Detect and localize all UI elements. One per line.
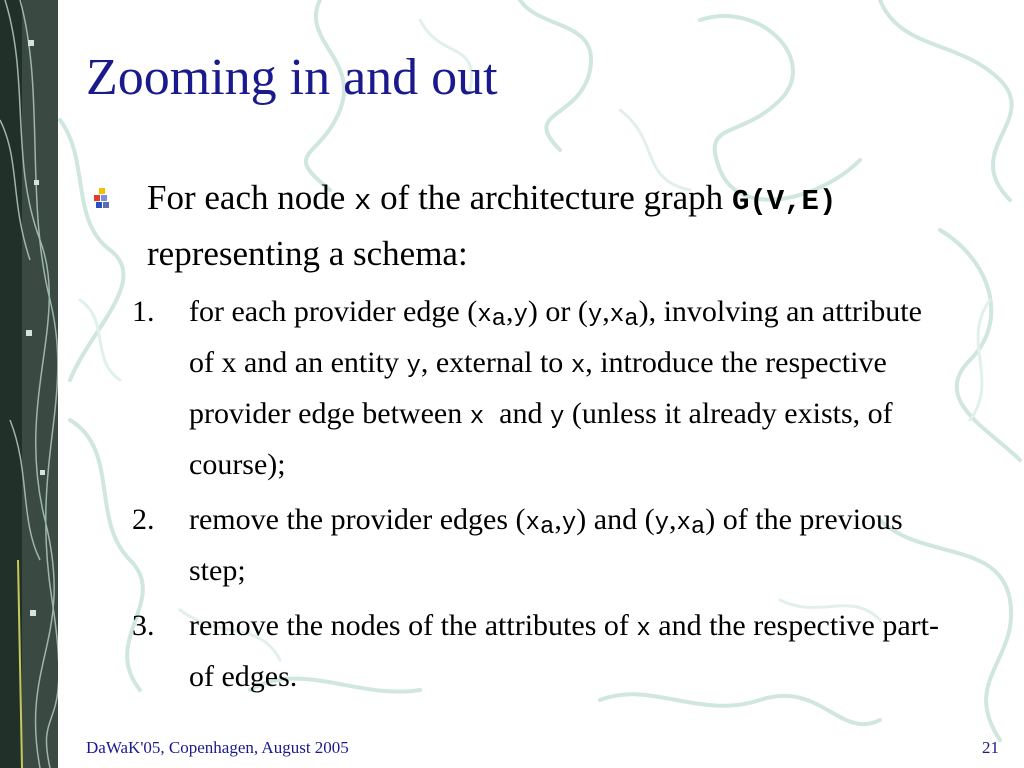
var-x: x: [525, 510, 540, 537]
step-text: (unless it already exists, of course);: [189, 397, 893, 481]
step-text: ,: [506, 295, 514, 328]
footer-event: DaWaK'05, Copenhagen, August 2005: [86, 738, 349, 757]
step-text: ,: [668, 503, 677, 536]
var-x: x: [609, 302, 625, 329]
var-y: y: [406, 353, 421, 380]
graph-notation: G(V,E): [731, 185, 837, 218]
subscript-a: a: [539, 514, 555, 541]
main-bullet-text: [147, 172, 967, 280]
var-x: x: [477, 302, 492, 329]
step-text: for each provider edge (: [189, 295, 478, 328]
step-text: ) or (: [527, 295, 588, 328]
step-text: ), involving an attribute of x and an entity: [189, 295, 922, 379]
slide-title: Zooming in and out: [86, 49, 498, 106]
var-x: x: [636, 616, 651, 643]
step-text: ) and (: [576, 503, 655, 536]
step-text: , external to: [420, 346, 571, 379]
subscript-a: a: [491, 306, 506, 333]
bullet-text-3: representing a schema:: [147, 234, 468, 273]
step-number: 3.: [132, 609, 155, 642]
step-number: 2.: [132, 503, 155, 536]
bullet-block-icon: [92, 187, 114, 209]
var-y: y: [587, 302, 603, 329]
subscript-a: a: [690, 514, 706, 541]
step-text: ,: [602, 295, 610, 328]
var-y: y: [549, 404, 565, 431]
var-y: y: [561, 510, 577, 537]
var-x: x: [570, 353, 586, 380]
list-item: [132, 496, 947, 594]
step-text: remove the nodes of the attributes of: [189, 609, 637, 642]
step-text: ) of the previous step;: [189, 503, 903, 587]
list-item: [132, 602, 947, 700]
var-x: x: [469, 404, 485, 431]
var-x: x: [676, 510, 691, 537]
subscript-a: a: [624, 306, 639, 333]
step-text: and: [484, 397, 550, 430]
var-y: y: [513, 302, 528, 329]
steps-list: [132, 288, 947, 708]
var-y: y: [654, 510, 669, 537]
page-number: 21: [982, 738, 999, 757]
node-x-var: x: [354, 185, 372, 218]
step-number: 1.: [132, 295, 155, 328]
bullet-text-1: For each node: [147, 178, 355, 217]
bullet-text-2: of the architecture graph: [371, 178, 732, 217]
step-text: remove the provider edges (: [189, 503, 526, 536]
list-item: [132, 288, 947, 488]
step-text: , introduce the respective provider edge between: [189, 346, 887, 430]
step-text: and the respective part-of edges.: [189, 609, 939, 693]
step-text: ,: [554, 503, 562, 536]
